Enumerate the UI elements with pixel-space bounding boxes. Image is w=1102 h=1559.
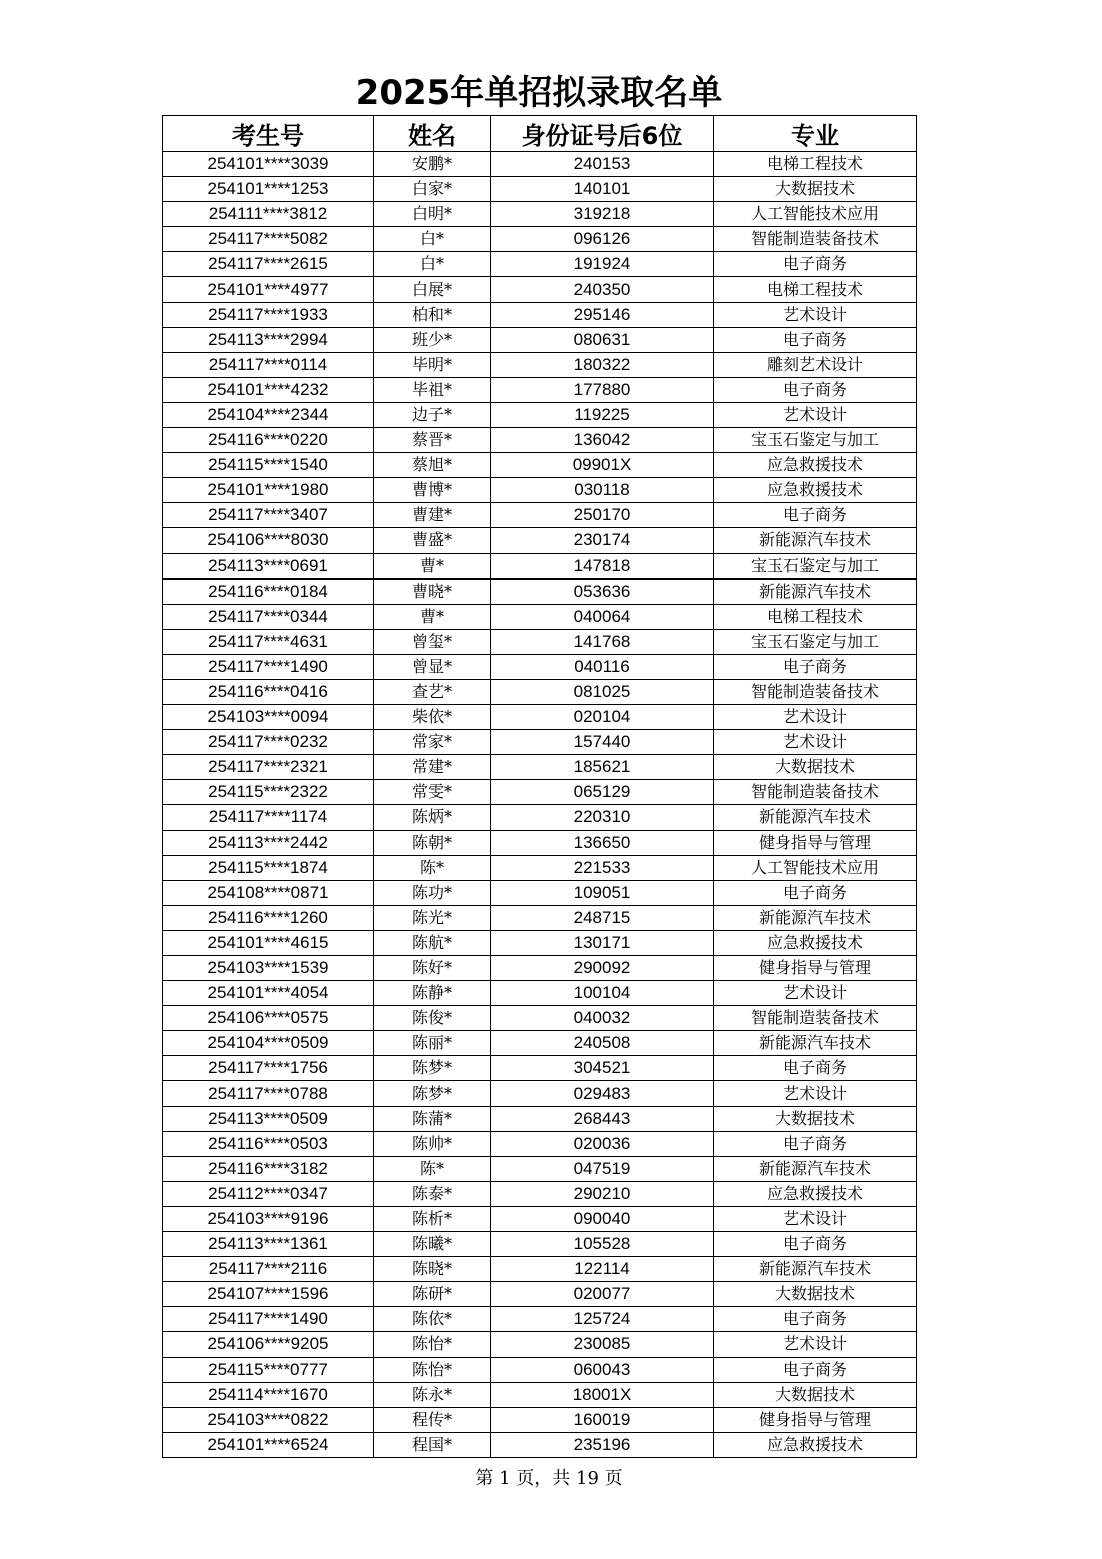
- table-row: [163, 1031, 917, 1056]
- major-cell: 艺术设计: [714, 705, 917, 730]
- exam-id-cell: 254104****2344: [163, 402, 374, 427]
- id-last6-cell: 290210: [491, 1181, 714, 1206]
- table-row: [163, 1131, 917, 1156]
- exam-id-cell: 254117****4631: [163, 629, 374, 654]
- id-last6-cell: 141768: [491, 629, 714, 654]
- exam-id-cell: 254117****0344: [163, 604, 374, 629]
- id-last6-cell: 230085: [491, 1332, 714, 1357]
- name-cell: 蔡旭*: [374, 453, 491, 478]
- name-cell: 曾玺*: [374, 629, 491, 654]
- table-row: [163, 629, 917, 654]
- major-cell: 艺术设计: [714, 302, 917, 327]
- table-row: [163, 227, 917, 252]
- table-row: [163, 905, 917, 930]
- table-row: [163, 503, 917, 528]
- major-cell: 应急救援技术: [714, 1181, 917, 1206]
- major-cell: 大数据技术: [714, 755, 917, 780]
- id-last6-cell: 040116: [491, 654, 714, 679]
- major-cell: 电梯工程技术: [714, 604, 917, 629]
- exam-id-cell: 254116****3182: [163, 1156, 374, 1181]
- table-row: [163, 327, 917, 352]
- table-row: [163, 1081, 917, 1106]
- page-title: 2025年单招拟录取名单: [355, 73, 723, 113]
- name-cell: 程传*: [374, 1407, 491, 1432]
- name-cell: 陈研*: [374, 1282, 491, 1307]
- major-cell: 艺术设计: [714, 1332, 917, 1357]
- exam-id-cell: 254113****0509: [163, 1106, 374, 1131]
- major-cell: 健身指导与管理: [714, 956, 917, 981]
- table-row: [163, 1181, 917, 1206]
- exam-id-cell: 254101****6524: [163, 1432, 374, 1457]
- id-last6-cell: 18001X: [491, 1382, 714, 1407]
- name-cell: 蔡晋*: [374, 428, 491, 453]
- table-row: [163, 805, 917, 830]
- exam-id-cell: 254117****1490: [163, 654, 374, 679]
- exam-id-cell: 254103****0094: [163, 705, 374, 730]
- major-cell: 新能源汽车技术: [714, 1257, 917, 1282]
- id-last6-cell: 105528: [491, 1232, 714, 1257]
- name-cell: 白明*: [374, 202, 491, 227]
- exam-id-cell: 254117****0114: [163, 352, 374, 377]
- table-row: [163, 830, 917, 855]
- exam-id-cell: 254117****0232: [163, 730, 374, 755]
- table-row: [163, 528, 917, 553]
- id-last6-cell: 020077: [491, 1282, 714, 1307]
- exam-id-cell: 254117****1933: [163, 302, 374, 327]
- id-last6-cell: 122114: [491, 1257, 714, 1282]
- id-last6-cell: 319218: [491, 202, 714, 227]
- table-row: [163, 1307, 917, 1332]
- name-cell: 陈梦*: [374, 1081, 491, 1106]
- table-row: [163, 352, 917, 377]
- major-cell: 新能源汽车技术: [714, 579, 917, 605]
- name-cell: 陈俊*: [374, 1006, 491, 1031]
- major-cell: 智能制造装备技术: [714, 780, 917, 805]
- exam-id-cell: 254117****0788: [163, 1081, 374, 1106]
- name-cell: 陈静*: [374, 981, 491, 1006]
- table-row: [163, 1432, 917, 1457]
- exam-id-cell: 254116****0184: [163, 579, 374, 605]
- table-row: [163, 202, 917, 227]
- major-cell: 大数据技术: [714, 177, 917, 202]
- name-cell: 常建*: [374, 755, 491, 780]
- name-cell: 陈光*: [374, 905, 491, 930]
- id-last6-cell: 080631: [491, 327, 714, 352]
- exam-id-cell: 254101****3039: [163, 152, 374, 177]
- table-row: [163, 730, 917, 755]
- table-row: [163, 453, 917, 478]
- major-cell: 电子商务: [714, 1056, 917, 1081]
- id-last6-cell: 160019: [491, 1407, 714, 1432]
- table-row: [163, 1106, 917, 1131]
- id-last6-cell: 047519: [491, 1156, 714, 1181]
- major-cell: 电子商务: [714, 252, 917, 277]
- table-row: [163, 679, 917, 704]
- name-cell: 陈丽*: [374, 1031, 491, 1056]
- table-row: [163, 402, 917, 427]
- major-cell: 艺术设计: [714, 1081, 917, 1106]
- page-number: 第 1 页，共 19 页: [475, 1468, 623, 1489]
- id-last6-cell: 180322: [491, 352, 714, 377]
- name-cell: 班少*: [374, 327, 491, 352]
- exam-id-cell: 254117****2116: [163, 1257, 374, 1282]
- name-cell: 边子*: [374, 402, 491, 427]
- id-last6-cell: 140101: [491, 177, 714, 202]
- name-cell: 曹*: [374, 604, 491, 629]
- exam-id-cell: 254113****2442: [163, 830, 374, 855]
- name-cell: 陈炳*: [374, 805, 491, 830]
- major-cell: 电子商务: [714, 503, 917, 528]
- table-row: [163, 1382, 917, 1407]
- exam-id-cell: 254111****3812: [163, 202, 374, 227]
- major-cell: 电子商务: [714, 1232, 917, 1257]
- id-last6-cell: 295146: [491, 302, 714, 327]
- major-cell: 应急救援技术: [714, 930, 917, 955]
- id-last6-cell: 136650: [491, 830, 714, 855]
- exam-id-cell: 254101****4615: [163, 930, 374, 955]
- major-cell: 应急救援技术: [714, 1432, 917, 1457]
- table-row: [163, 302, 917, 327]
- table-row: [163, 780, 917, 805]
- id-last6-cell: 125724: [491, 1307, 714, 1332]
- name-cell: 陈*: [374, 855, 491, 880]
- id-last6-cell: 040064: [491, 604, 714, 629]
- exam-id-cell: 254116****0416: [163, 679, 374, 704]
- major-cell: 艺术设计: [714, 1206, 917, 1231]
- major-cell: 大数据技术: [714, 1106, 917, 1131]
- name-cell: 陈怡*: [374, 1357, 491, 1382]
- name-cell: 柴依*: [374, 705, 491, 730]
- table-row: [163, 579, 917, 605]
- table-row: [163, 1332, 917, 1357]
- name-cell: 陈功*: [374, 880, 491, 905]
- id-last6-cell: 177880: [491, 377, 714, 402]
- header-name: 姓名: [374, 116, 491, 152]
- table-row: [163, 1156, 917, 1181]
- id-last6-cell: 119225: [491, 402, 714, 427]
- name-cell: 曾显*: [374, 654, 491, 679]
- major-cell: 应急救援技术: [714, 478, 917, 503]
- major-cell: 电子商务: [714, 1357, 917, 1382]
- name-cell: 陈航*: [374, 930, 491, 955]
- exam-id-cell: 254107****1596: [163, 1282, 374, 1307]
- name-cell: 陈蒲*: [374, 1106, 491, 1131]
- name-cell: 曹晓*: [374, 579, 491, 605]
- table-row: [163, 880, 917, 905]
- id-last6-cell: 240508: [491, 1031, 714, 1056]
- id-last6-cell: 029483: [491, 1081, 714, 1106]
- major-cell: 电子商务: [714, 327, 917, 352]
- major-cell: 艺术设计: [714, 730, 917, 755]
- major-cell: 雕刻艺术设计: [714, 352, 917, 377]
- id-last6-cell: 020104: [491, 705, 714, 730]
- exam-id-cell: 254113****0691: [163, 553, 374, 579]
- major-cell: 人工智能技术应用: [714, 202, 917, 227]
- major-cell: 电梯工程技术: [714, 277, 917, 302]
- name-cell: 曹博*: [374, 478, 491, 503]
- table-header-row: [163, 116, 917, 152]
- name-cell: 陈帅*: [374, 1131, 491, 1156]
- id-last6-cell: 268443: [491, 1106, 714, 1131]
- major-cell: 新能源汽车技术: [714, 1156, 917, 1181]
- name-cell: 柏和*: [374, 302, 491, 327]
- table-row: [163, 981, 917, 1006]
- major-cell: 新能源汽车技术: [714, 528, 917, 553]
- header-id-last6: 身份证号后6位: [491, 116, 714, 152]
- exam-id-cell: 254117****3407: [163, 503, 374, 528]
- major-cell: 电子商务: [714, 654, 917, 679]
- name-cell: 程国*: [374, 1432, 491, 1457]
- major-cell: 应急救援技术: [714, 453, 917, 478]
- exam-id-cell: 254116****0220: [163, 428, 374, 453]
- exam-id-cell: 254115****1874: [163, 855, 374, 880]
- id-last6-cell: 109051: [491, 880, 714, 905]
- table-row: [163, 855, 917, 880]
- exam-id-cell: 254101****4232: [163, 377, 374, 402]
- exam-id-cell: 254117****5082: [163, 227, 374, 252]
- name-cell: 常家*: [374, 730, 491, 755]
- id-last6-cell: 191924: [491, 252, 714, 277]
- id-last6-cell: 053636: [491, 579, 714, 605]
- major-cell: 电子商务: [714, 880, 917, 905]
- exam-id-cell: 254113****2994: [163, 327, 374, 352]
- id-last6-cell: 235196: [491, 1432, 714, 1457]
- id-last6-cell: 250170: [491, 503, 714, 528]
- table-row: [163, 1407, 917, 1432]
- admission-list-table: [162, 115, 917, 1458]
- exam-id-cell: 254103****1539: [163, 956, 374, 981]
- name-cell: 陈泰*: [374, 1181, 491, 1206]
- table-row: [163, 1206, 917, 1231]
- name-cell: 陈依*: [374, 1307, 491, 1332]
- exam-id-cell: 254112****0347: [163, 1181, 374, 1206]
- id-last6-cell: 100104: [491, 981, 714, 1006]
- major-cell: 智能制造装备技术: [714, 1006, 917, 1031]
- major-cell: 人工智能技术应用: [714, 855, 917, 880]
- name-cell: 陈永*: [374, 1382, 491, 1407]
- id-last6-cell: 060043: [491, 1357, 714, 1382]
- exam-id-cell: 254117****2615: [163, 252, 374, 277]
- id-last6-cell: 081025: [491, 679, 714, 704]
- exam-id-cell: 254116****1260: [163, 905, 374, 930]
- id-last6-cell: 248715: [491, 905, 714, 930]
- exam-id-cell: 254101****4977: [163, 277, 374, 302]
- exam-id-cell: 254113****1361: [163, 1232, 374, 1257]
- name-cell: 查艺*: [374, 679, 491, 704]
- major-cell: 新能源汽车技术: [714, 1031, 917, 1056]
- id-last6-cell: 240153: [491, 152, 714, 177]
- table-row: [163, 604, 917, 629]
- name-cell: 陈晓*: [374, 1257, 491, 1282]
- name-cell: 曹建*: [374, 503, 491, 528]
- exam-id-cell: 254115****0777: [163, 1357, 374, 1382]
- table-row: [163, 177, 917, 202]
- table-row: [163, 755, 917, 780]
- id-last6-cell: 136042: [491, 428, 714, 453]
- name-cell: 陈析*: [374, 1206, 491, 1231]
- id-last6-cell: 147818: [491, 553, 714, 579]
- exam-id-cell: 254106****9205: [163, 1332, 374, 1357]
- table-row: [163, 1282, 917, 1307]
- id-last6-cell: 020036: [491, 1131, 714, 1156]
- major-cell: 宝玉石鉴定与加工: [714, 428, 917, 453]
- id-last6-cell: 040032: [491, 1006, 714, 1031]
- exam-id-cell: 254114****1670: [163, 1382, 374, 1407]
- table-row: [163, 956, 917, 981]
- major-cell: 健身指导与管理: [714, 830, 917, 855]
- id-last6-cell: 185621: [491, 755, 714, 780]
- name-cell: 白家*: [374, 177, 491, 202]
- name-cell: 曹盛*: [374, 528, 491, 553]
- name-cell: 陈朝*: [374, 830, 491, 855]
- id-last6-cell: 240350: [491, 277, 714, 302]
- table-row: [163, 654, 917, 679]
- name-cell: 陈*: [374, 1156, 491, 1181]
- table-row: [163, 1357, 917, 1382]
- major-cell: 健身指导与管理: [714, 1407, 917, 1432]
- id-last6-cell: 221533: [491, 855, 714, 880]
- table-row: [163, 1056, 917, 1081]
- id-last6-cell: 065129: [491, 780, 714, 805]
- major-cell: 大数据技术: [714, 1382, 917, 1407]
- table-row: [163, 553, 917, 579]
- exam-id-cell: 254101****4054: [163, 981, 374, 1006]
- table-row: [163, 1232, 917, 1257]
- name-cell: 陈梦*: [374, 1056, 491, 1081]
- id-last6-cell: 096126: [491, 227, 714, 252]
- table-row: [163, 705, 917, 730]
- major-cell: 电子商务: [714, 1131, 917, 1156]
- table-row: [163, 1006, 917, 1031]
- name-cell: 陈怡*: [374, 1332, 491, 1357]
- table-row: [163, 478, 917, 503]
- exam-id-cell: 254104****0509: [163, 1031, 374, 1056]
- header-major: 专业: [714, 116, 917, 152]
- exam-id-cell: 254101****1980: [163, 478, 374, 503]
- exam-id-cell: 254117****1174: [163, 805, 374, 830]
- name-cell: 安鹏*: [374, 152, 491, 177]
- name-cell: 白*: [374, 227, 491, 252]
- id-last6-cell: 220310: [491, 805, 714, 830]
- exam-id-cell: 254103****0822: [163, 1407, 374, 1432]
- name-cell: 陈好*: [374, 956, 491, 981]
- table-row: [163, 428, 917, 453]
- id-last6-cell: 130171: [491, 930, 714, 955]
- exam-id-cell: 254115****1540: [163, 453, 374, 478]
- major-cell: 大数据技术: [714, 1282, 917, 1307]
- table-row: [163, 252, 917, 277]
- id-last6-cell: 230174: [491, 528, 714, 553]
- exam-id-cell: 254115****2322: [163, 780, 374, 805]
- id-last6-cell: 290092: [491, 956, 714, 981]
- name-cell: 陈曦*: [374, 1232, 491, 1257]
- major-cell: 智能制造装备技术: [714, 679, 917, 704]
- id-last6-cell: 09901X: [491, 453, 714, 478]
- exam-id-cell: 254117****1756: [163, 1056, 374, 1081]
- exam-id-cell: 254116****0503: [163, 1131, 374, 1156]
- table-row: [163, 930, 917, 955]
- exam-id-cell: 254106****0575: [163, 1006, 374, 1031]
- exam-id-cell: 254101****1253: [163, 177, 374, 202]
- name-cell: 曹*: [374, 553, 491, 579]
- major-cell: 宝玉石鉴定与加工: [714, 553, 917, 579]
- major-cell: 艺术设计: [714, 402, 917, 427]
- name-cell: 毕明*: [374, 352, 491, 377]
- major-cell: 电梯工程技术: [714, 152, 917, 177]
- major-cell: 新能源汽车技术: [714, 905, 917, 930]
- table-row: [163, 377, 917, 402]
- table-row: [163, 277, 917, 302]
- header-exam-id: 考生号: [163, 116, 374, 152]
- name-cell: 常雯*: [374, 780, 491, 805]
- name-cell: 毕祖*: [374, 377, 491, 402]
- major-cell: 电子商务: [714, 1307, 917, 1332]
- id-last6-cell: 030118: [491, 478, 714, 503]
- exam-id-cell: 254108****0871: [163, 880, 374, 905]
- major-cell: 新能源汽车技术: [714, 805, 917, 830]
- major-cell: 智能制造装备技术: [714, 227, 917, 252]
- exam-id-cell: 254117****1490: [163, 1307, 374, 1332]
- exam-id-cell: 254117****2321: [163, 755, 374, 780]
- major-cell: 宝玉石鉴定与加工: [714, 629, 917, 654]
- exam-id-cell: 254103****9196: [163, 1206, 374, 1231]
- exam-id-cell: 254106****8030: [163, 528, 374, 553]
- name-cell: 白展*: [374, 277, 491, 302]
- major-cell: 电子商务: [714, 377, 917, 402]
- id-last6-cell: 090040: [491, 1206, 714, 1231]
- id-last6-cell: 304521: [491, 1056, 714, 1081]
- table-body: [163, 152, 917, 1458]
- name-cell: 白*: [374, 252, 491, 277]
- table-row: [163, 152, 917, 177]
- id-last6-cell: 157440: [491, 730, 714, 755]
- table-row: [163, 1257, 917, 1282]
- major-cell: 艺术设计: [714, 981, 917, 1006]
